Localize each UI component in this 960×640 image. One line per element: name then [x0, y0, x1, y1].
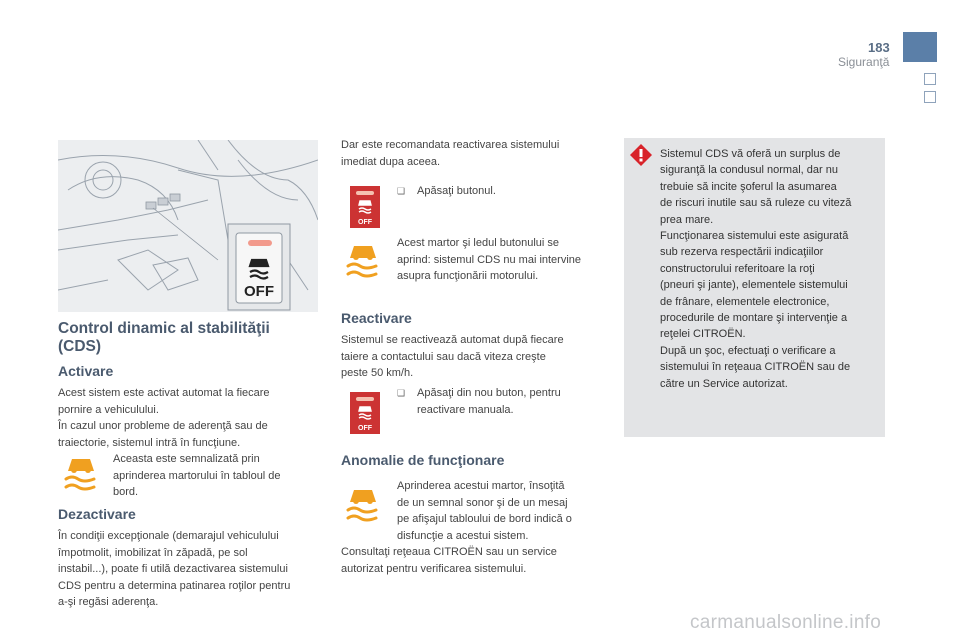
heading-activare: Activare: [58, 363, 114, 379]
tab-marker-empty: [924, 73, 936, 85]
bullet-icon: ❑: [397, 186, 406, 196]
cds-off-button-icon: [350, 186, 380, 228]
section-tab-marker: [903, 32, 937, 62]
cds-warning-light-icon: [344, 486, 382, 524]
anomalie-text: Consultaţi reţeaua CITROËN sau un service autorizat pentru verificarea sistemului.: [341, 546, 557, 575]
svg-text:OFF: OFF: [358, 425, 372, 432]
button-led: [248, 240, 272, 246]
bullet-icon: ❑: [397, 388, 406, 398]
dezactivare-text: În condiţii excepţionale (demarajul vehiculului împotmolit, imobilizat în zăpadă, pe sol instabil...), poate fi utilă dezactivarea sistemului CDS pentru a determina patinarea roţilor pentru a-şi regăsi aderenţa.: [58, 530, 291, 608]
anomalie-indicator-text: Aprinderea acestui martor, însoţită de un semnal sonor şi de un mesaj pe afişajul tabloului de bord indică o disfuncţie a acestui sistem.: [397, 480, 572, 542]
svg-text:OFF: OFF: [358, 219, 372, 226]
heading-dezactivare: Dezactivare: [58, 506, 136, 522]
press-button-instruction: ❑ Apăsaţi butonul.: [397, 183, 496, 200]
activare-indicator-text: Aceasta este semnalizată prin aprinderea martorului în tabloul de bord.: [113, 453, 281, 498]
warning-exclamation-icon: [629, 143, 653, 167]
intro-text: Dar este recomandata reactivarea sistemului imediat dupa aceea.: [341, 139, 560, 168]
tab-marker-empty: [924, 91, 936, 103]
deactivation-indicator-text: Acest martor şi ledul butonului se aprind: sistemul CDS nu mai intervine asupra funcţionării motorului.: [397, 237, 582, 282]
watermark: carmanualsonline.info: [690, 612, 882, 633]
page-number: 183: [868, 40, 890, 55]
cds-warning-light-icon: [62, 455, 100, 493]
cds-warning-light-icon: [344, 242, 382, 280]
heading-reactivare: Reactivare: [341, 310, 412, 326]
reactivare-text: Sistemul se reactivează automat după fiecare taiere a contactului sau dacă viteza creşte peste 50 km/h.: [341, 334, 564, 379]
page-title: Control dinamic al stabilităţii (CDS): [58, 320, 270, 355]
off-label: OFF: [244, 283, 274, 300]
dashboard-illustration: [58, 140, 318, 312]
heading-anomalie: Anomalie de funcţionare: [341, 452, 505, 468]
cds-off-button-icon: [350, 392, 380, 434]
press-again-instruction: ❑ Apăsaţi din nou buton, pentru reactivare manuala.: [397, 387, 561, 416]
warning-text: Sistemul CDS vă oferă un surplus de siguranţă la condusul normal, dar nu trebuie să incite şoferul la asumarea de riscuri inutile sau să ruleze cu viteză prea mare. Funcţionarea sistemului este asigurată sub rezerva respectării indicaţiilor constructorului referitoare la roţi (pneuri şi jante), elementele sistemului de frânare, elementele electronice, procedurile de montare şi intervenţie a reţelei CITROËN. După un şoc, efectuaţi o verificare a sistemului în reţeaua CITROËN sau de către un Service autorizat.: [660, 148, 852, 390]
activare-text: Acest sistem este activat automat la fiecare pornire a vehiculului. În cazul unor probleme de aderenţă sau de traiectorie, sistemul intră în funcţiune.: [58, 387, 270, 449]
section-title: Siguranţă: [838, 55, 890, 69]
